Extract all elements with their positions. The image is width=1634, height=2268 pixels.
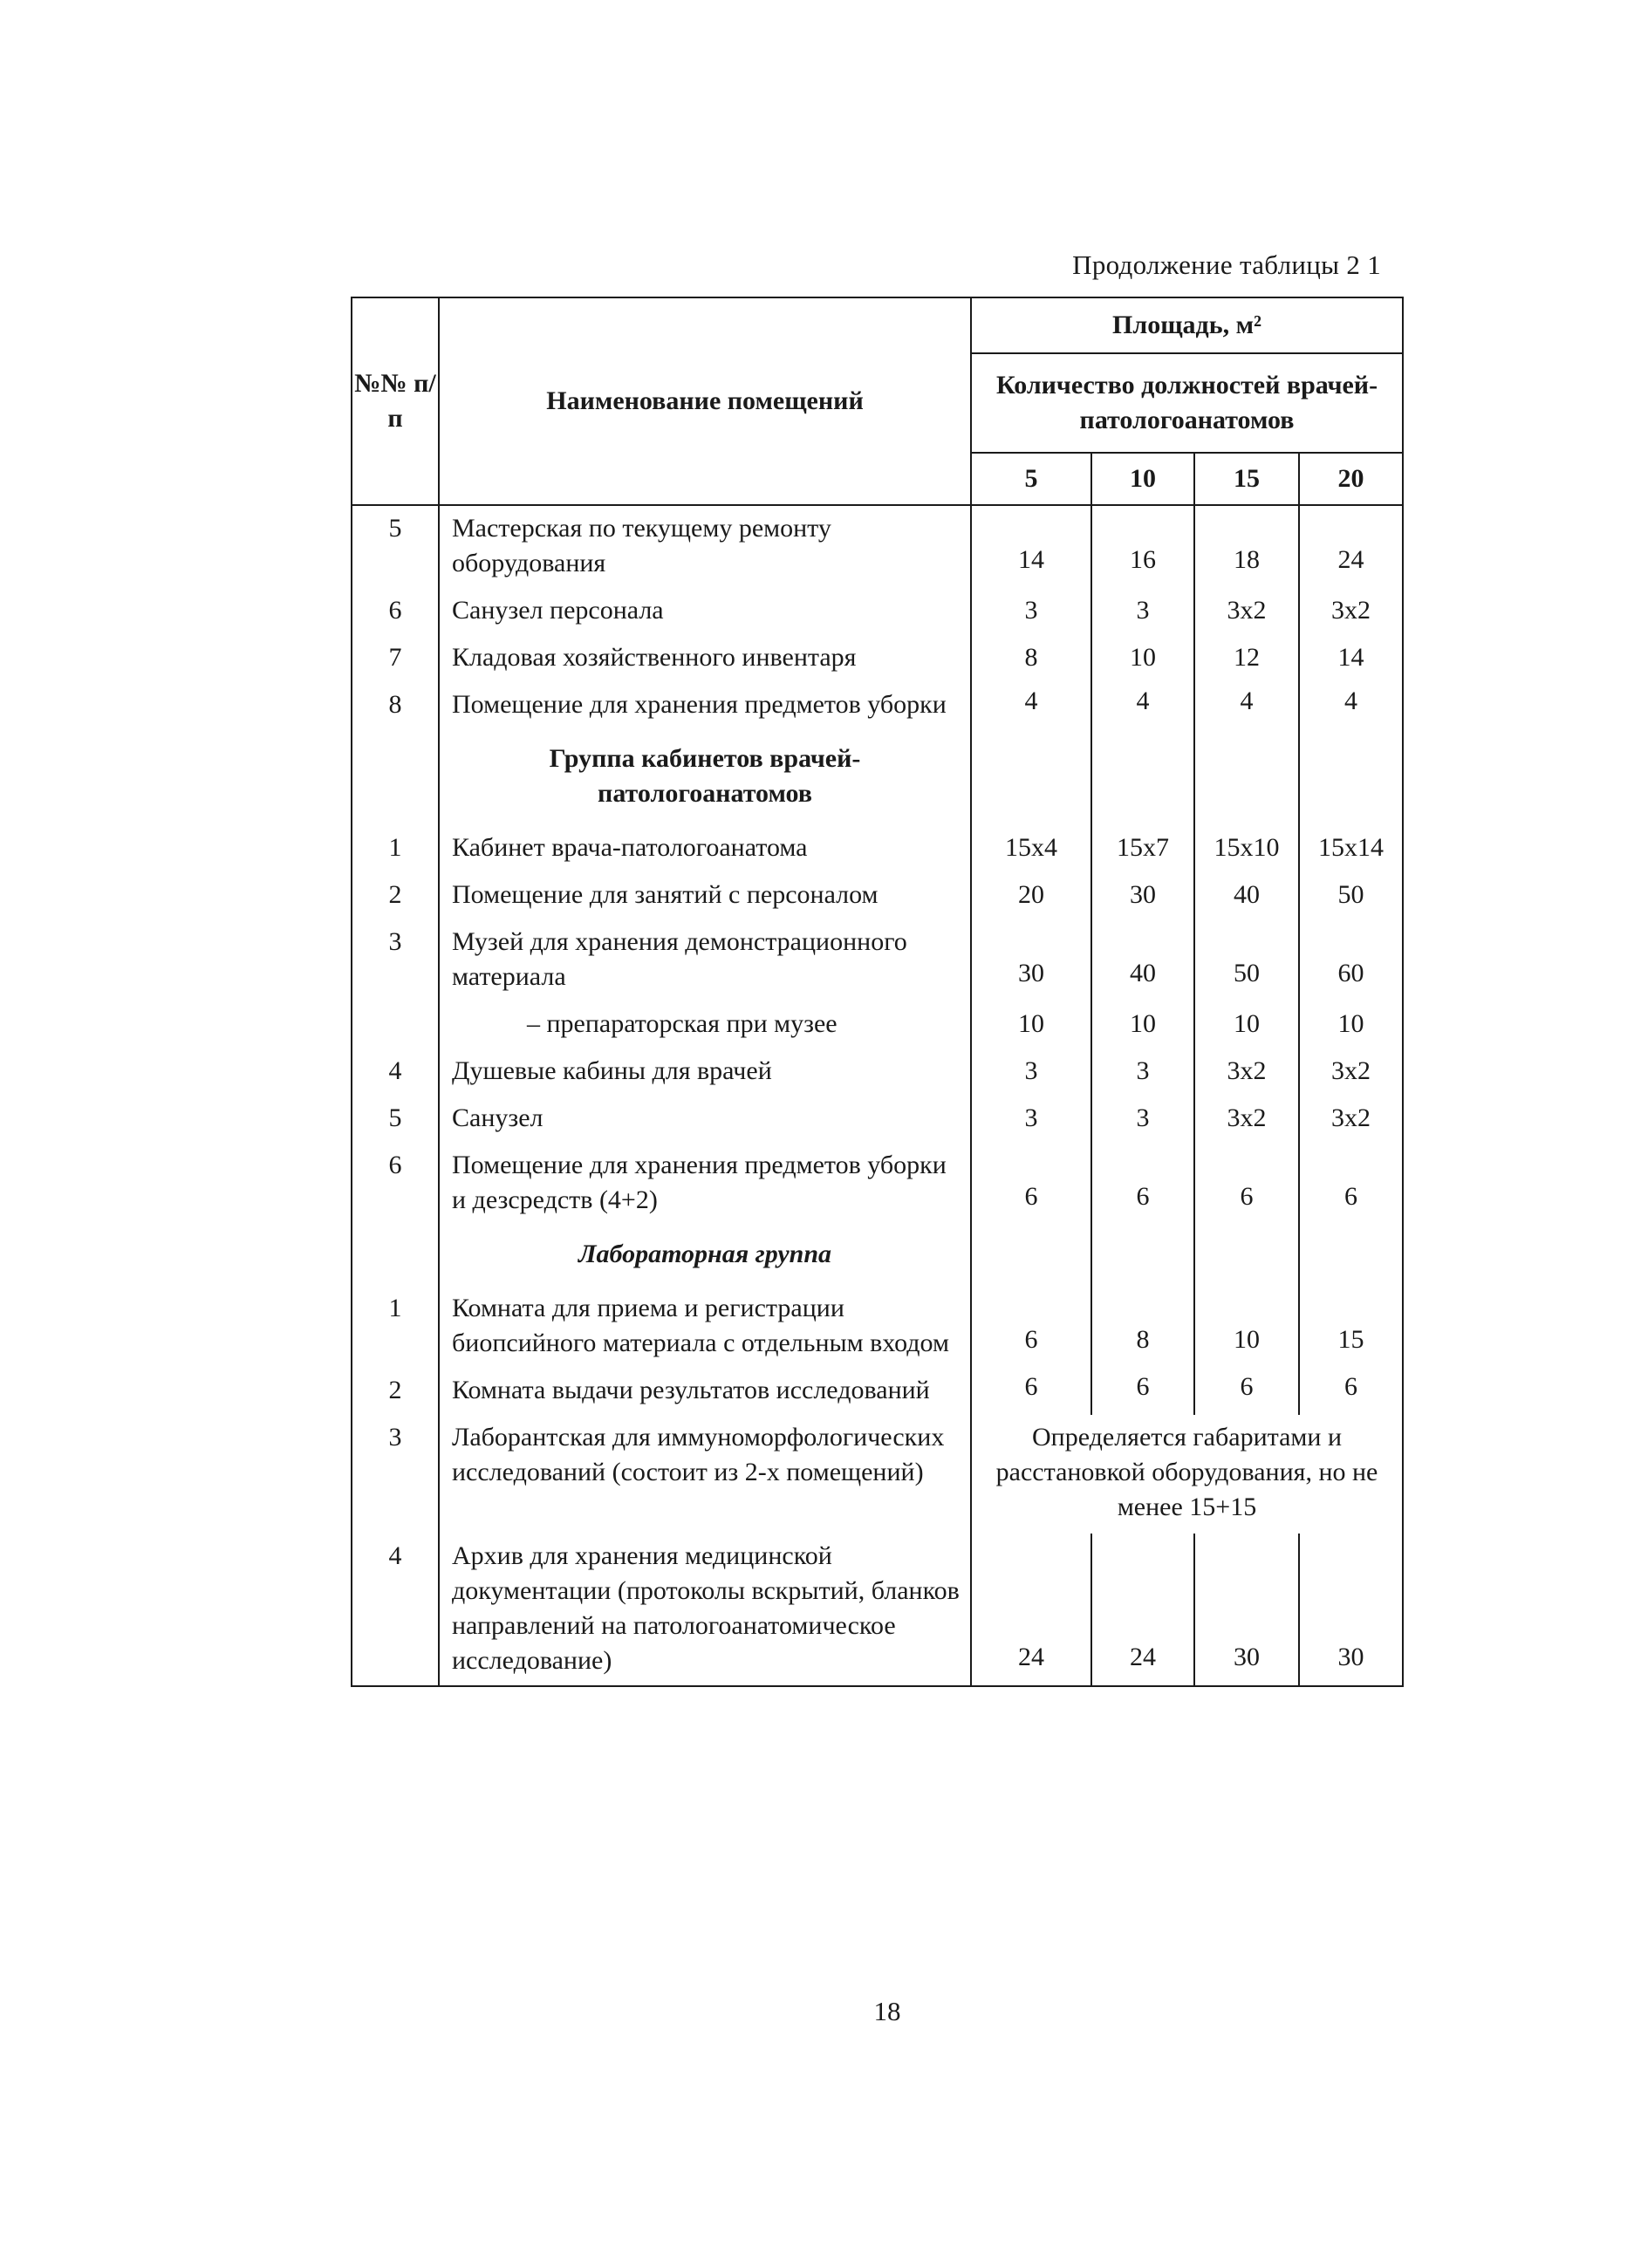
area-value: 6 — [971, 1143, 1091, 1225]
table-row — [352, 1534, 1403, 1686]
area-value: 30 — [1091, 872, 1194, 919]
room-name: Кабинет врача-патологоанатома — [439, 825, 971, 872]
area-value: 3x2 — [1299, 1096, 1403, 1143]
merged-area-note: Определяется габаритами и расстановкой оборудования, но не менее 15+15 — [971, 1415, 1403, 1534]
table-row — [352, 1415, 1403, 1534]
room-name: Санузел — [439, 1096, 971, 1143]
area-value: 4 — [1194, 682, 1299, 729]
row-number: 6 — [352, 588, 439, 635]
area-value: 10 — [1091, 1001, 1194, 1049]
area-value: 4 — [971, 682, 1091, 729]
room-name: Помещение для хранения предметов уборки — [439, 682, 971, 729]
row-number: 3 — [352, 919, 439, 1001]
table-row — [352, 1001, 1403, 1049]
row-number: 7 — [352, 635, 439, 682]
page-number: 18 — [873, 1996, 901, 2026]
area-value: 6 — [971, 1368, 1091, 1415]
area-value: 50 — [1299, 872, 1403, 919]
table-row — [352, 588, 1403, 635]
row-number: 1 — [352, 1286, 439, 1368]
area-value: 18 — [1194, 505, 1299, 588]
area-value: 14 — [1299, 635, 1403, 682]
area-value: 3x2 — [1299, 1049, 1403, 1096]
area-value: 6 — [1194, 1143, 1299, 1225]
area-value: 6 — [1194, 1368, 1299, 1415]
area-value: 10 — [971, 1001, 1091, 1049]
row-number: 2 — [352, 1368, 439, 1415]
area-value: 6 — [1091, 1143, 1194, 1225]
area-value: 10 — [1194, 1001, 1299, 1049]
area-value: 15x10 — [1194, 825, 1299, 872]
room-name: Комната выдачи результатов исследований — [439, 1368, 971, 1415]
area-value: 50 — [1194, 919, 1299, 1001]
area-value: 6 — [1091, 1368, 1194, 1415]
area-value: 10 — [1299, 1001, 1403, 1049]
area-value: 8 — [1091, 1286, 1194, 1368]
table-row — [352, 1096, 1403, 1143]
area-value: 15x4 — [971, 825, 1091, 872]
area-value: 3x2 — [1194, 588, 1299, 635]
table-row — [352, 825, 1403, 872]
premises-area-table — [351, 297, 1404, 1687]
header-room-name: Наименование помещений — [439, 297, 971, 505]
area-value: 3x2 — [1194, 1049, 1299, 1096]
table-row — [352, 1368, 1403, 1415]
row-number: 4 — [352, 1049, 439, 1096]
header-position-20: 20 — [1299, 453, 1403, 505]
area-value: 3 — [971, 1096, 1091, 1143]
area-value: 8 — [971, 635, 1091, 682]
row-number: 5 — [352, 505, 439, 588]
table-row — [352, 919, 1403, 1001]
room-name: Лаборантская для иммуноморфологических исследований (состоит из 2-х помещений) — [439, 1415, 971, 1534]
table-caption: Продолжение таблицы 2 1 — [1072, 249, 1381, 280]
area-value: 6 — [971, 1286, 1091, 1368]
room-name: Кладовая хозяйственного инвентаря — [439, 635, 971, 682]
area-value: 3 — [1091, 1049, 1194, 1096]
room-name: Комната для приема и регистрации биопсийного материала с отдельным входом — [439, 1286, 971, 1368]
area-value: 30 — [1299, 1534, 1403, 1686]
room-name: Музей для хранения демонстрационного материала — [439, 919, 971, 1001]
area-value: 14 — [971, 505, 1091, 588]
table-row — [352, 682, 1403, 729]
area-value: 3x2 — [1194, 1096, 1299, 1143]
header-positions-count: Количество должностей врачей-патологоанатомов — [971, 353, 1403, 453]
area-value: 20 — [971, 872, 1091, 919]
header-position-15: 15 — [1194, 453, 1299, 505]
header-area: Площадь, м² — [971, 297, 1403, 353]
area-value: 3x2 — [1299, 588, 1403, 635]
room-name: Мастерская по текущему ремонту оборудования — [439, 505, 971, 588]
area-value: 16 — [1091, 505, 1194, 588]
area-value: 40 — [1194, 872, 1299, 919]
area-value: 24 — [1299, 505, 1403, 588]
section-row — [352, 1225, 1403, 1286]
area-value: 15x14 — [1299, 825, 1403, 872]
table-row — [352, 1286, 1403, 1368]
row-number: 3 — [352, 1415, 439, 1534]
table-row — [352, 872, 1403, 919]
area-value: 30 — [971, 919, 1091, 1001]
area-value: 3 — [1091, 588, 1194, 635]
row-number: 1 — [352, 825, 439, 872]
table-row — [352, 1049, 1403, 1096]
area-value: 4 — [1299, 682, 1403, 729]
header-position-10: 10 — [1091, 453, 1194, 505]
room-name: Архив для хранения медицинской документации (протоколы вскрытий, бланков направлений на патологоанатомическое исследование) — [439, 1534, 971, 1686]
area-value: 3 — [1091, 1096, 1194, 1143]
header-number: №№ п/п — [352, 297, 439, 505]
area-value: 15x7 — [1091, 825, 1194, 872]
section-row — [352, 729, 1403, 825]
room-name: Душевые кабины для врачей — [439, 1049, 971, 1096]
area-value: 10 — [1194, 1286, 1299, 1368]
room-name: – препараторская при музее — [439, 1001, 971, 1049]
row-number: 2 — [352, 872, 439, 919]
table-row — [352, 1143, 1403, 1225]
room-name: Санузел персонала — [439, 588, 971, 635]
area-value: 24 — [1091, 1534, 1194, 1686]
section-title-doctors: Группа кабинетов врачей-патологоанатомов — [439, 729, 971, 825]
area-value: 4 — [1091, 682, 1194, 729]
table-row — [352, 635, 1403, 682]
area-value: 40 — [1091, 919, 1194, 1001]
area-value: 24 — [971, 1534, 1091, 1686]
table-row — [352, 505, 1403, 588]
row-number: 8 — [352, 682, 439, 729]
section-title-laboratory: Лабораторная группа — [439, 1225, 971, 1286]
area-value: 3 — [971, 1049, 1091, 1096]
area-value: 3 — [971, 588, 1091, 635]
row-number — [352, 1001, 439, 1049]
room-name: Помещение для занятий с персоналом — [439, 872, 971, 919]
header-position-5: 5 — [971, 453, 1091, 505]
area-value: 10 — [1091, 635, 1194, 682]
area-value: 6 — [1299, 1368, 1403, 1415]
area-value: 6 — [1299, 1143, 1403, 1225]
area-value: 60 — [1299, 919, 1403, 1001]
row-number: 6 — [352, 1143, 439, 1225]
row-number: 4 — [352, 1534, 439, 1686]
row-number: 5 — [352, 1096, 439, 1143]
room-name: Помещение для хранения предметов уборки и дезсредств (4+2) — [439, 1143, 971, 1225]
area-value: 12 — [1194, 635, 1299, 682]
area-value: 15 — [1299, 1286, 1403, 1368]
area-value: 30 — [1194, 1534, 1299, 1686]
